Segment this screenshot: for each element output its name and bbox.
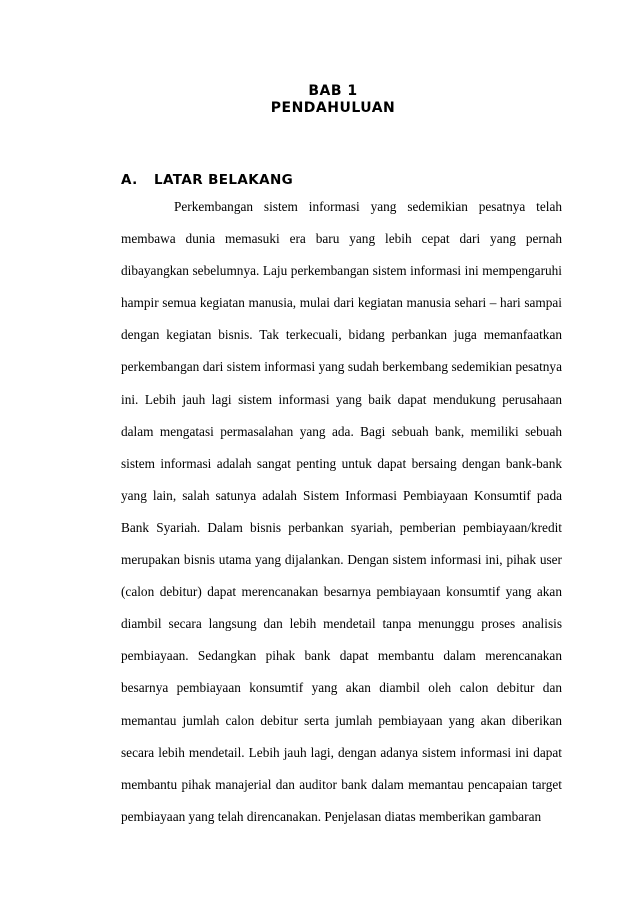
section-letter: A.	[121, 172, 138, 188]
chapter-number: BAB 1	[308, 83, 358, 99]
section-title: LATAR BELAKANG	[154, 172, 294, 188]
body-paragraph: Perkembangan sistem informasi yang sedemikian pesatnya telah membawa dunia memasuki era baru yang lebih cepat dari yang pernah dibayangkan sebelumnya. Laju perkembangan sistem informasi ini mempengaruhi hampir semua kegiatan manusia, mulai dari kegiatan manusia sehari – hari sampai dengan kegiatan bisnis. Tak terkecuali, bidang perbankan juga memanfaatkan perkembangan dari sistem informasi yang sudah berkembang sedemikian pesatnya ini. Lebih jauh lagi sistem informasi yang baik dapat mendukung perusahaan dalam mengatasi permasalahan yang ada. Bagi sebuah bank, memiliki sebuah sistem informasi adalah sangat penting untuk dapat bersaing dengan bank-bank yang lain, salah satunya adalah Sistem Informasi Pembiayaan Konsumtif pada Bank Syariah. Dalam bisnis perbankan syariah, pemberian pembiayaan/kredit merupakan bisnis utama yang dijalankan. Dengan sistem informasi ini, pihak user (calon debitur) dapat merencanakan besarnya pembiayaan konsumtif yang akan diambil secara langsung dan lebih mendetail tanpa menunggu proses analisis pembiayaan. Sedangkan pihak bank dapat membantu dalam merencanakan besarnya pembiayaan konsumtif yang akan diambil oleh calon debitur dan memantau jumlah calon debitur serta jumlah pembiayaan yang akan diberikan secara lebih mendetail. Lebih jauh lagi, dengan adanya sistem informasi ini dapat membantu pihak manajerial dan auditor bank dalam memantau pencapaian target pembiayaan yang telah direncanakan. Penjelasan diatas memberikan gambaran	[121, 199, 562, 824]
chapter-title: PENDAHULUAN	[270, 100, 396, 116]
section-heading	[121, 172, 293, 188]
